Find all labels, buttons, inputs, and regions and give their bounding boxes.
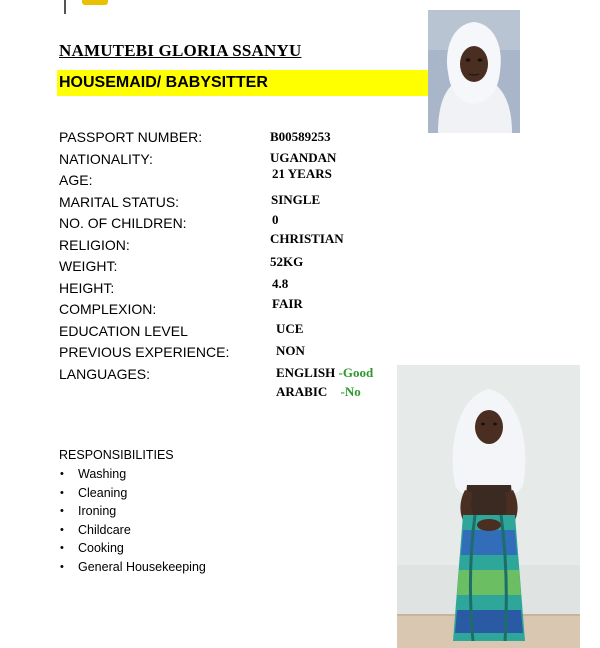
value-complexion: FAIR xyxy=(272,296,303,311)
value-weight: 52KG xyxy=(270,254,304,269)
value-children: 0 xyxy=(272,212,279,227)
position-title: HOUSEMAID/ BABYSITTER xyxy=(59,74,268,91)
label-nationality: NATIONALITY: xyxy=(59,150,153,167)
language-row-arabic xyxy=(276,385,361,399)
list-item: • General Housekeeping xyxy=(59,559,206,578)
label-weight: WEIGHT: xyxy=(59,258,118,274)
list-item: • Cooking xyxy=(59,540,206,559)
value-passport: B00589253 xyxy=(270,129,331,144)
candidate-name: NAMUTEBI GLORIA SSANYU xyxy=(59,41,302,60)
value-religion: CHRISTIAN xyxy=(270,231,344,246)
full-length-photo xyxy=(397,365,580,648)
value-height: 4.8 xyxy=(272,276,289,291)
value-education: UCE xyxy=(276,321,304,336)
list-item: • Cleaning xyxy=(59,485,206,504)
label-experience: PREVIOUS EXPERIENCE: xyxy=(59,344,230,360)
language-level: -Good xyxy=(338,365,374,380)
portrait-photo xyxy=(428,10,520,133)
list-item: • Washing xyxy=(59,466,206,485)
header-rule xyxy=(64,0,66,14)
value-experience: NON xyxy=(276,343,305,358)
label-age: AGE: xyxy=(59,172,93,188)
language-level: -No xyxy=(340,384,361,399)
value-marital-status: SINGLE xyxy=(271,192,321,207)
language-name: ENGLISH xyxy=(276,365,336,380)
details-labels xyxy=(59,130,229,388)
label-education: EDUCATION LEVEL xyxy=(59,322,188,339)
agency-logo xyxy=(82,0,108,5)
language-name: ARABIC xyxy=(276,384,328,399)
list-item: • Childcare xyxy=(59,522,206,541)
label-marital-status: MARITAL STATUS: xyxy=(59,193,180,210)
label-religion: RELIGION: xyxy=(59,236,130,253)
value-age: 21 YEARS xyxy=(272,166,332,181)
letterhead-fragment xyxy=(64,0,144,14)
responsibilities-heading: RESPONSIBILITIES xyxy=(59,448,174,462)
label-languages: LANGUAGES: xyxy=(59,365,151,382)
label-children: NO. OF CHILDREN: xyxy=(59,215,187,231)
responsibilities-list xyxy=(59,466,206,578)
list-item: • Ironing xyxy=(59,503,206,522)
value-nationality: UGANDAN xyxy=(270,150,337,165)
label-complexion: COMPLEXION: xyxy=(59,301,157,317)
label-height: HEIGHT: xyxy=(59,279,115,296)
label-passport: PASSPORT NUMBER: xyxy=(59,129,203,145)
language-row-english xyxy=(276,366,373,380)
position-banner xyxy=(57,70,428,96)
